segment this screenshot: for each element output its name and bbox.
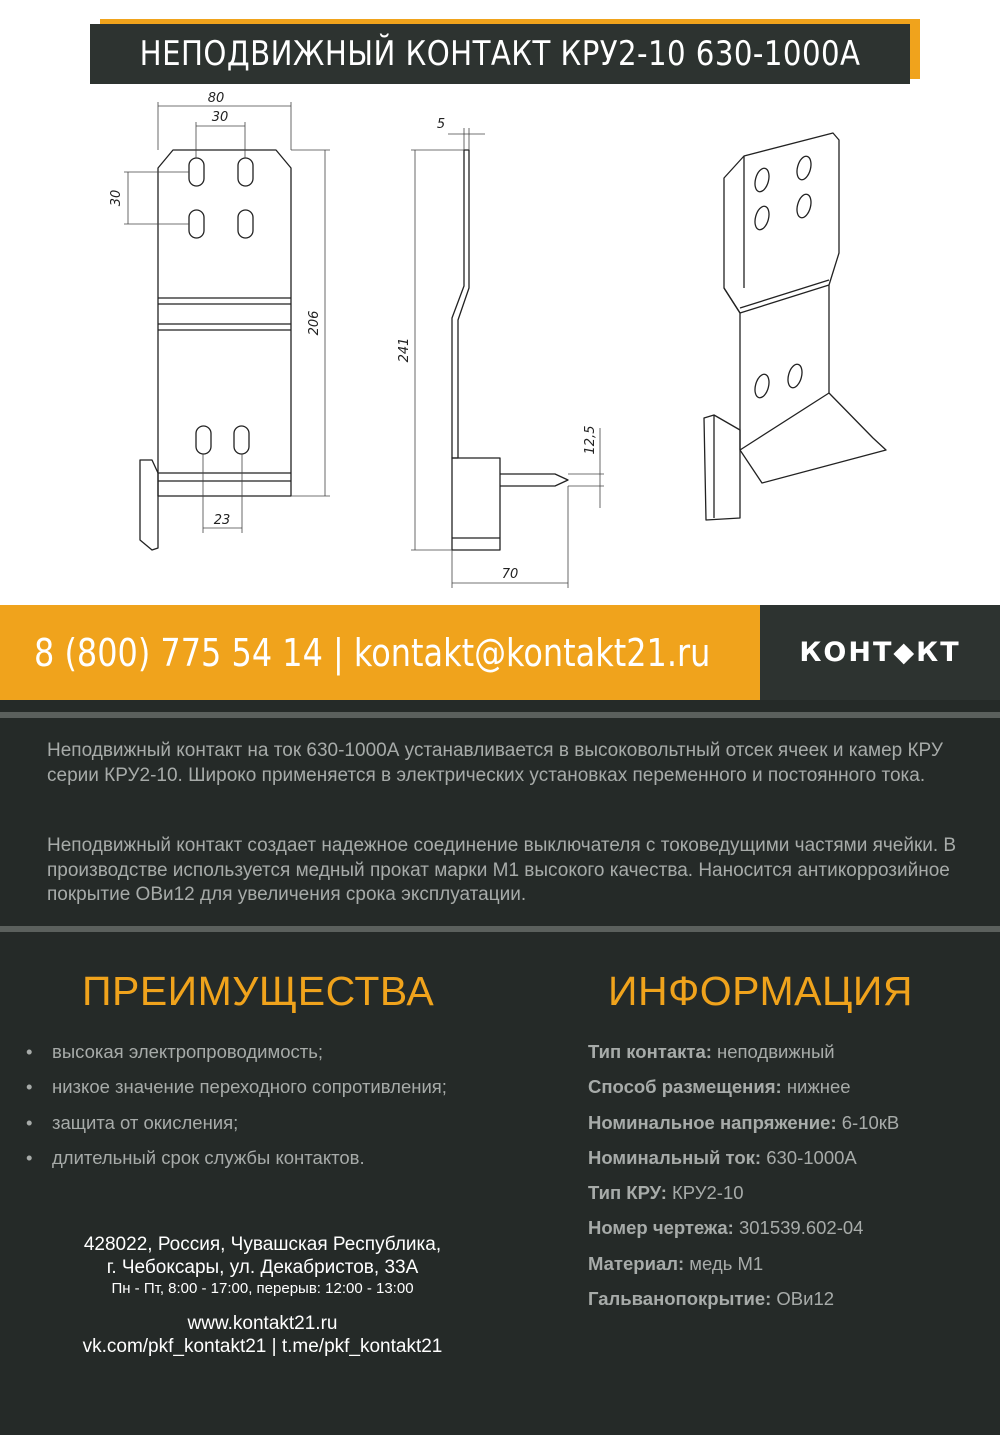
bullet-icon: • [26, 1076, 33, 1098]
side-view [452, 150, 568, 550]
info-value: медь М1 [689, 1252, 764, 1274]
address-line-2: г. Чебоксары, ул. Декабристов, 33А [106, 1257, 419, 1278]
info-label: Гальванопокрытие: [588, 1288, 772, 1310]
info-row-contact-type [588, 1038, 899, 1073]
bullet-icon: • [26, 1041, 33, 1062]
info-label: Способ размещения: [588, 1076, 782, 1098]
info-row-drawing-number [588, 1214, 899, 1249]
info-row-voltage [588, 1109, 899, 1144]
info-label: Номер чертежа: [588, 1217, 734, 1239]
description-paragraph-2: Неподвижный контакт создает надежное соединение выключателя с токоведущими частями ячейки. В производстве используется медный прокат марки М1 высокого качества. Наносится антикоррозийное покрытие ОВи12 для увеличения срока эксплуатации. [47, 835, 957, 905]
dim-side-thickness: 5 [436, 117, 446, 132]
advantage-text: высокая электропроводимость; [52, 1041, 324, 1062]
contact-phone-email [0, 605, 760, 700]
title-bar [90, 24, 910, 84]
info-label: Тип контакта: [588, 1041, 712, 1062]
advantage-text: длительный срок службы контактов. [52, 1146, 365, 1168]
dim-front-hole-spacing: 30 [211, 110, 229, 125]
website-link[interactable]: www.kontakt21.ru [187, 1313, 338, 1334]
dim-front-height: 206 [307, 310, 322, 336]
social-links[interactable]: vk.com/pkf_kontakt21 | t.me/pkf_kontakt21 [82, 1336, 443, 1357]
list-item [26, 1038, 447, 1073]
info-value: 630-1000А [766, 1146, 857, 1168]
bullet-icon: • [26, 1111, 33, 1133]
dim-side-depth: 70 [501, 567, 519, 582]
info-row-placement [588, 1073, 899, 1108]
dim-front-width: 80 [207, 91, 225, 106]
front-view [140, 150, 291, 550]
info-label: Номинальное напряжение: [588, 1111, 837, 1133]
info-value: 6-10кВ [841, 1111, 900, 1133]
company-logo: КОНТ◆КТ [799, 637, 961, 668]
divider-top [0, 712, 1000, 718]
info-label: Тип КРУ: [588, 1182, 667, 1204]
info-value: 301539.602-04 [738, 1217, 864, 1239]
advantage-text: низкое значение переходного сопротивления; [52, 1076, 447, 1098]
dim-front-bottom-spacing: 23 [213, 513, 231, 528]
page-title: НЕПОДВИЖНЫЙ КОНТАКТ КРУ2-10 630-1000А [139, 34, 861, 74]
info-value: КРУ2-10 [672, 1182, 744, 1204]
info-row-kru-type [588, 1179, 899, 1214]
list-item [26, 1144, 447, 1179]
list-item [26, 1073, 447, 1108]
info-title: ИНФОРМАЦИЯ [608, 968, 913, 1014]
address-line-1: 428022, Россия, Чувашская Республика, [83, 1234, 442, 1255]
advantages-title: ПРЕИМУЩЕСТВА [82, 968, 435, 1014]
divider-middle [0, 926, 1000, 932]
list-item [26, 1109, 447, 1144]
isometric-view [704, 133, 886, 520]
dim-front-vertical-spacing: 30 [109, 189, 124, 207]
bullet-icon: • [26, 1146, 33, 1168]
dim-side-pin: 12,5 [583, 425, 598, 455]
info-value: ОВи12 [776, 1288, 835, 1310]
info-label: Номинальный ток: [588, 1146, 762, 1168]
description-paragraph-1: Неподвижный контакт на ток 630-1000А устанавливается в высоковольтный отсек ячеек и камер КРУ серии КРУ2-10. Широко применяется в электрических установках переменного и постоянного тока. [47, 740, 943, 786]
info-row-coating [588, 1285, 899, 1320]
info-row-current [588, 1144, 899, 1179]
advantages-list [26, 1038, 447, 1179]
info-label: Материал: [588, 1252, 685, 1274]
technical-drawing [0, 88, 1000, 598]
dim-side-height: 241 [397, 337, 412, 363]
advantage-text: защита от окисления; [52, 1111, 239, 1133]
contact-bar [0, 605, 1000, 700]
contact-line: 8 (800) 775 54 14 | kontakt@kontakt21.ru [34, 630, 711, 675]
info-list [588, 1038, 899, 1320]
info-value: нижнее [786, 1076, 851, 1098]
info-value: неподвижный [717, 1041, 835, 1062]
working-hours: Пн - Пт, 8:00 - 17:00, перерыв: 12:00 - 13:00 [111, 1280, 414, 1297]
logo-box [760, 605, 1000, 700]
info-row-material [588, 1250, 899, 1285]
